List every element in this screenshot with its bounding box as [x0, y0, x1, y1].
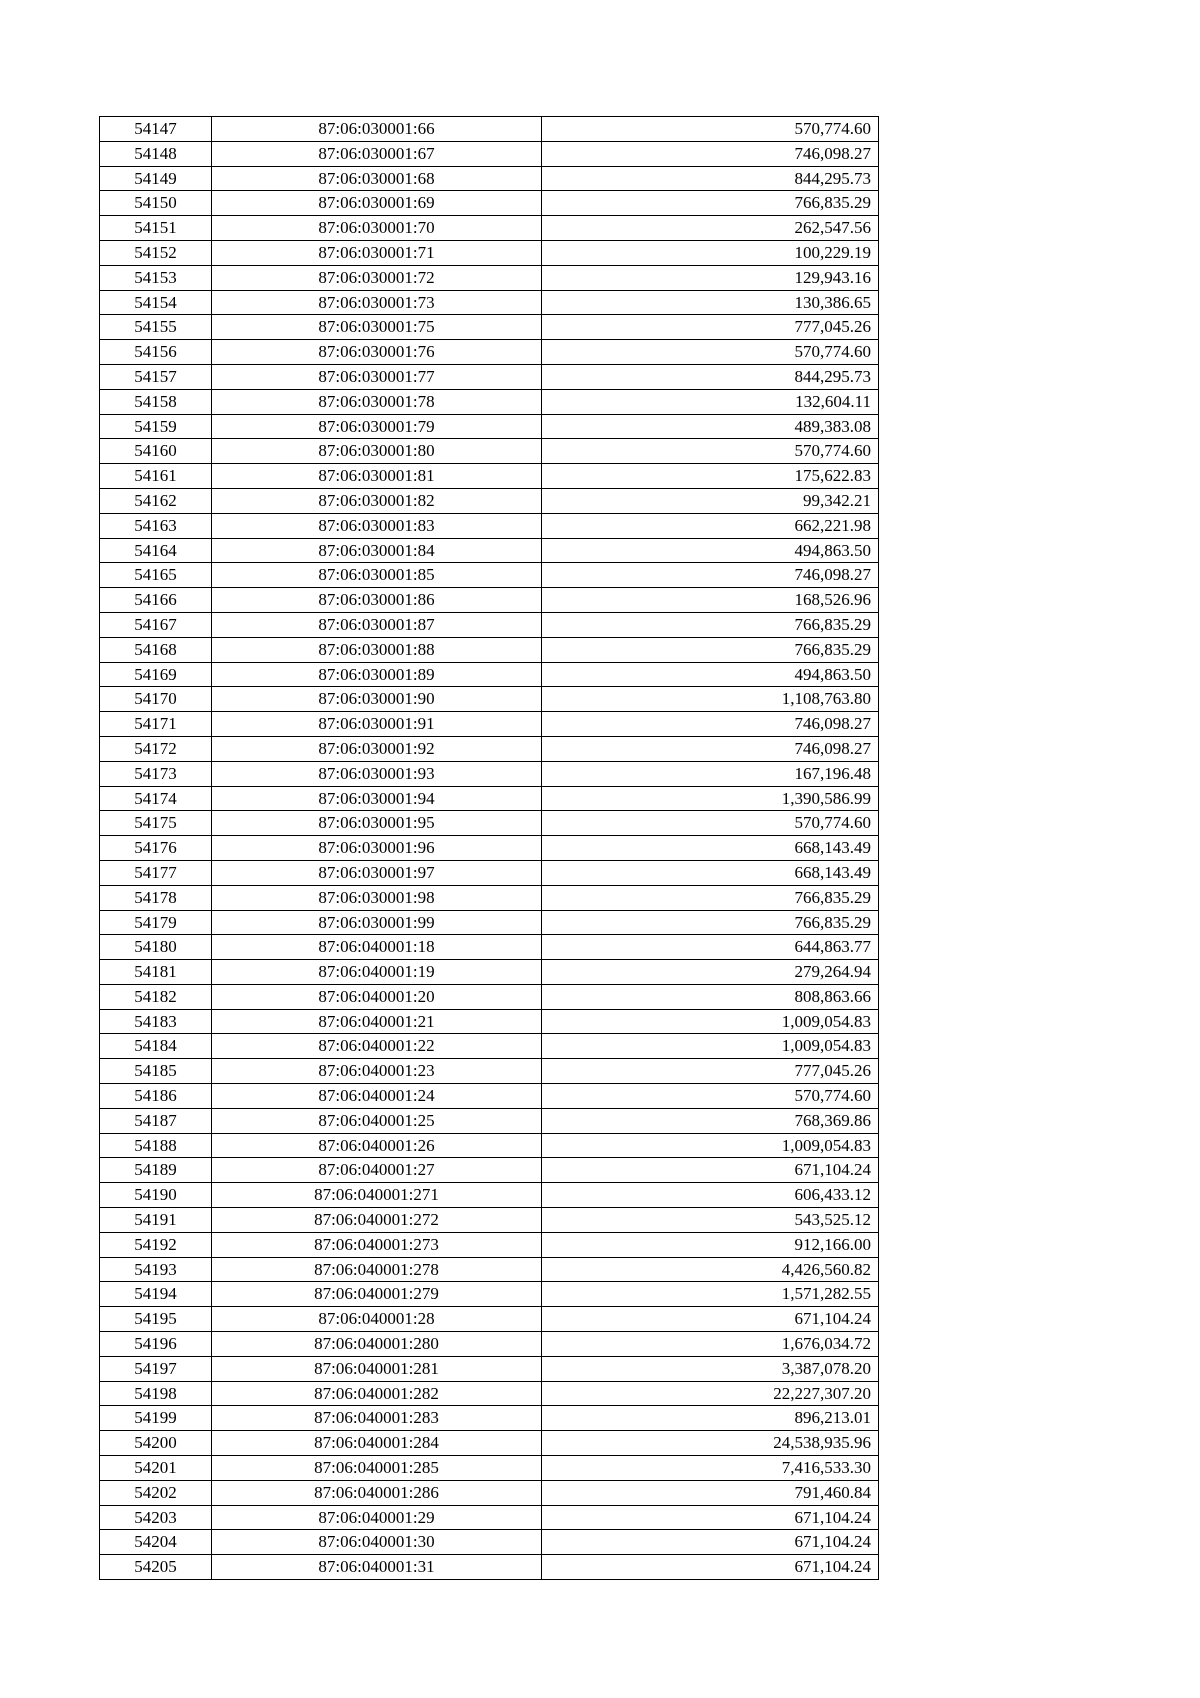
row-number-cell: 54192 [100, 1232, 212, 1257]
row-number-cell: 54170 [100, 687, 212, 712]
value-cell: 606,433.12 [542, 1183, 879, 1208]
row-number-cell: 54200 [100, 1431, 212, 1456]
value-cell: 4,426,560.82 [542, 1257, 879, 1282]
row-number-cell: 54199 [100, 1406, 212, 1431]
cadastral-number-cell: 87:06:030001:69 [212, 191, 542, 216]
cadastral-number-cell: 87:06:040001:272 [212, 1208, 542, 1233]
cadastral-number-cell: 87:06:040001:28 [212, 1307, 542, 1332]
value-cell: 746,098.27 [542, 736, 879, 761]
table-row [100, 389, 879, 414]
cadastral-number-cell: 87:06:040001:29 [212, 1505, 542, 1530]
row-number-cell: 54162 [100, 488, 212, 513]
table-row [100, 1084, 879, 1109]
value-cell: 99,342.21 [542, 488, 879, 513]
table-row [100, 117, 879, 142]
value-cell: 766,835.29 [542, 612, 879, 637]
value-cell: 570,774.60 [542, 811, 879, 836]
table-row [100, 1456, 879, 1481]
row-number-cell: 54167 [100, 612, 212, 637]
cadastral-number-cell: 87:06:040001:283 [212, 1406, 542, 1431]
cadastral-number-cell: 87:06:030001:75 [212, 315, 542, 340]
value-cell: 24,538,935.96 [542, 1431, 879, 1456]
value-cell: 132,604.11 [542, 389, 879, 414]
value-cell: 1,390,586.99 [542, 786, 879, 811]
row-number-cell: 54157 [100, 364, 212, 389]
row-number-cell: 54165 [100, 563, 212, 588]
row-number-cell: 54173 [100, 761, 212, 786]
cadastral-number-cell: 87:06:030001:73 [212, 290, 542, 315]
table-row [100, 811, 879, 836]
row-number-cell: 54159 [100, 414, 212, 439]
value-cell: 3,387,078.20 [542, 1356, 879, 1381]
row-number-cell: 54201 [100, 1456, 212, 1481]
value-cell: 671,104.24 [542, 1158, 879, 1183]
row-number-cell: 54153 [100, 265, 212, 290]
value-cell: 777,045.26 [542, 1059, 879, 1084]
table-row [100, 588, 879, 613]
value-cell: 777,045.26 [542, 315, 879, 340]
table-row [100, 141, 879, 166]
row-number-cell: 54147 [100, 117, 212, 142]
cadastral-number-cell: 87:06:040001:284 [212, 1431, 542, 1456]
row-number-cell: 54148 [100, 141, 212, 166]
cadastral-number-cell: 87:06:040001:26 [212, 1133, 542, 1158]
table-row [100, 364, 879, 389]
table-row [100, 513, 879, 538]
table-row [100, 984, 879, 1009]
table-row [100, 1158, 879, 1183]
cadastral-number-cell: 87:06:040001:280 [212, 1332, 542, 1357]
value-cell: 279,264.94 [542, 960, 879, 985]
value-cell: 130,386.65 [542, 290, 879, 315]
table-row [100, 860, 879, 885]
value-cell: 746,098.27 [542, 141, 879, 166]
value-cell: 746,098.27 [542, 712, 879, 737]
cadastral-number-cell: 87:06:030001:95 [212, 811, 542, 836]
row-number-cell: 54194 [100, 1282, 212, 1307]
table-row [100, 662, 879, 687]
cadastral-number-cell: 87:06:030001:99 [212, 910, 542, 935]
row-number-cell: 54171 [100, 712, 212, 737]
table-row [100, 1108, 879, 1133]
value-cell: 746,098.27 [542, 563, 879, 588]
row-number-cell: 54184 [100, 1034, 212, 1059]
cadastral-number-cell: 87:06:040001:282 [212, 1381, 542, 1406]
cadastral-number-cell: 87:06:040001:27 [212, 1158, 542, 1183]
row-number-cell: 54198 [100, 1381, 212, 1406]
row-number-cell: 54187 [100, 1108, 212, 1133]
cadastral-number-cell: 87:06:030001:70 [212, 216, 542, 241]
table-row [100, 1356, 879, 1381]
row-number-cell: 54205 [100, 1555, 212, 1580]
value-cell: 1,571,282.55 [542, 1282, 879, 1307]
cadastral-number-cell: 87:06:030001:88 [212, 637, 542, 662]
table-row [100, 910, 879, 935]
cadastral-number-cell: 87:06:030001:76 [212, 340, 542, 365]
cadastral-number-cell: 87:06:030001:92 [212, 736, 542, 761]
cadastral-number-cell: 87:06:040001:285 [212, 1456, 542, 1481]
table-row [100, 1009, 879, 1034]
row-number-cell: 54156 [100, 340, 212, 365]
cadastral-number-cell: 87:06:030001:98 [212, 885, 542, 910]
cadastral-number-cell: 87:06:030001:86 [212, 588, 542, 613]
table-row [100, 1406, 879, 1431]
table-row [100, 612, 879, 637]
cadastral-number-cell: 87:06:030001:68 [212, 166, 542, 191]
row-number-cell: 54177 [100, 860, 212, 885]
cadastral-number-cell: 87:06:030001:87 [212, 612, 542, 637]
table-row [100, 637, 879, 662]
cadastral-number-cell: 87:06:040001:20 [212, 984, 542, 1009]
cadastral-value-table [99, 116, 879, 1580]
value-cell: 1,676,034.72 [542, 1332, 879, 1357]
row-number-cell: 54180 [100, 935, 212, 960]
table-row [100, 1505, 879, 1530]
value-cell: 262,547.56 [542, 216, 879, 241]
cadastral-number-cell: 87:06:030001:89 [212, 662, 542, 687]
value-cell: 912,166.00 [542, 1232, 879, 1257]
table-row [100, 538, 879, 563]
table-row [100, 935, 879, 960]
row-number-cell: 54152 [100, 240, 212, 265]
row-number-cell: 54149 [100, 166, 212, 191]
cadastral-number-cell: 87:06:030001:71 [212, 240, 542, 265]
value-cell: 896,213.01 [542, 1406, 879, 1431]
row-number-cell: 54196 [100, 1332, 212, 1357]
table-row [100, 1133, 879, 1158]
row-number-cell: 54163 [100, 513, 212, 538]
value-cell: 671,104.24 [542, 1505, 879, 1530]
row-number-cell: 54174 [100, 786, 212, 811]
cadastral-number-cell: 87:06:040001:281 [212, 1356, 542, 1381]
table-row [100, 488, 879, 513]
cadastral-number-cell: 87:06:040001:19 [212, 960, 542, 985]
table-row [100, 1431, 879, 1456]
value-cell: 671,104.24 [542, 1555, 879, 1580]
row-number-cell: 54186 [100, 1084, 212, 1109]
value-cell: 22,227,307.20 [542, 1381, 879, 1406]
value-cell: 570,774.60 [542, 340, 879, 365]
row-number-cell: 54166 [100, 588, 212, 613]
table-row [100, 216, 879, 241]
cadastral-number-cell: 87:06:030001:93 [212, 761, 542, 786]
value-cell: 129,943.16 [542, 265, 879, 290]
cadastral-number-cell: 87:06:030001:79 [212, 414, 542, 439]
table-row [100, 315, 879, 340]
cadastral-number-cell: 87:06:030001:84 [212, 538, 542, 563]
value-cell: 844,295.73 [542, 166, 879, 191]
cadastral-number-cell: 87:06:030001:91 [212, 712, 542, 737]
table-row [100, 836, 879, 861]
row-number-cell: 54202 [100, 1480, 212, 1505]
row-number-cell: 54158 [100, 389, 212, 414]
value-cell: 570,774.60 [542, 1084, 879, 1109]
value-cell: 791,460.84 [542, 1480, 879, 1505]
table-row [100, 960, 879, 985]
cadastral-number-cell: 87:06:030001:94 [212, 786, 542, 811]
table-row [100, 1232, 879, 1257]
value-cell: 766,835.29 [542, 885, 879, 910]
cadastral-number-cell: 87:06:040001:31 [212, 1555, 542, 1580]
cadastral-number-cell: 87:06:030001:78 [212, 389, 542, 414]
cadastral-number-cell: 87:06:040001:21 [212, 1009, 542, 1034]
value-cell: 167,196.48 [542, 761, 879, 786]
row-number-cell: 54160 [100, 439, 212, 464]
value-cell: 766,835.29 [542, 191, 879, 216]
cadastral-number-cell: 87:06:040001:18 [212, 935, 542, 960]
value-cell: 100,229.19 [542, 240, 879, 265]
value-cell: 570,774.60 [542, 439, 879, 464]
cadastral-number-cell: 87:06:040001:279 [212, 1282, 542, 1307]
value-cell: 570,774.60 [542, 117, 879, 142]
cadastral-number-cell: 87:06:030001:85 [212, 563, 542, 588]
table-row [100, 1381, 879, 1406]
cadastral-number-cell: 87:06:040001:24 [212, 1084, 542, 1109]
value-cell: 1,009,054.83 [542, 1034, 879, 1059]
table-row [100, 1208, 879, 1233]
value-cell: 494,863.50 [542, 538, 879, 563]
value-cell: 543,525.12 [542, 1208, 879, 1233]
table-row [100, 885, 879, 910]
row-number-cell: 54191 [100, 1208, 212, 1233]
table-row [100, 1059, 879, 1084]
table-row [100, 290, 879, 315]
cadastral-number-cell: 87:06:030001:77 [212, 364, 542, 389]
row-number-cell: 54154 [100, 290, 212, 315]
cadastral-number-cell: 87:06:040001:271 [212, 1183, 542, 1208]
cadastral-number-cell: 87:06:030001:67 [212, 141, 542, 166]
table-row [100, 563, 879, 588]
value-cell: 668,143.49 [542, 836, 879, 861]
value-cell: 644,863.77 [542, 935, 879, 960]
row-number-cell: 54179 [100, 910, 212, 935]
row-number-cell: 54150 [100, 191, 212, 216]
cadastral-number-cell: 87:06:030001:96 [212, 836, 542, 861]
value-cell: 168,526.96 [542, 588, 879, 613]
cadastral-number-cell: 87:06:040001:278 [212, 1257, 542, 1282]
table-row [100, 439, 879, 464]
table-row [100, 1257, 879, 1282]
value-cell: 844,295.73 [542, 364, 879, 389]
row-number-cell: 54155 [100, 315, 212, 340]
value-cell: 494,863.50 [542, 662, 879, 687]
table-row [100, 166, 879, 191]
cadastral-number-cell: 87:06:030001:72 [212, 265, 542, 290]
value-cell: 175,622.83 [542, 464, 879, 489]
table-row [100, 1282, 879, 1307]
table-row [100, 712, 879, 737]
cadastral-number-cell: 87:06:040001:273 [212, 1232, 542, 1257]
cadastral-number-cell: 87:06:030001:82 [212, 488, 542, 513]
row-number-cell: 54189 [100, 1158, 212, 1183]
row-number-cell: 54183 [100, 1009, 212, 1034]
row-number-cell: 54204 [100, 1530, 212, 1555]
value-cell: 489,383.08 [542, 414, 879, 439]
table-row [100, 1183, 879, 1208]
table-row [100, 191, 879, 216]
row-number-cell: 54176 [100, 836, 212, 861]
row-number-cell: 54172 [100, 736, 212, 761]
cadastral-number-cell: 87:06:040001:22 [212, 1034, 542, 1059]
table-row [100, 786, 879, 811]
row-number-cell: 54164 [100, 538, 212, 563]
table-row [100, 1332, 879, 1357]
table-row [100, 240, 879, 265]
row-number-cell: 54193 [100, 1257, 212, 1282]
cadastral-number-cell: 87:06:030001:80 [212, 439, 542, 464]
value-cell: 1,009,054.83 [542, 1009, 879, 1034]
row-number-cell: 54181 [100, 960, 212, 985]
table-row [100, 1307, 879, 1332]
table-row [100, 464, 879, 489]
table-row [100, 1530, 879, 1555]
cadastral-number-cell: 87:06:040001:25 [212, 1108, 542, 1133]
row-number-cell: 54185 [100, 1059, 212, 1084]
row-number-cell: 54151 [100, 216, 212, 241]
row-number-cell: 54161 [100, 464, 212, 489]
value-cell: 662,221.98 [542, 513, 879, 538]
row-number-cell: 54169 [100, 662, 212, 687]
value-cell: 1,009,054.83 [542, 1133, 879, 1158]
row-number-cell: 54203 [100, 1505, 212, 1530]
table-row [100, 1034, 879, 1059]
table-row [100, 736, 879, 761]
cadastral-number-cell: 87:06:040001:23 [212, 1059, 542, 1084]
table-row [100, 414, 879, 439]
cadastral-number-cell: 87:06:040001:286 [212, 1480, 542, 1505]
value-cell: 766,835.29 [542, 637, 879, 662]
value-cell: 768,369.86 [542, 1108, 879, 1133]
value-cell: 7,416,533.30 [542, 1456, 879, 1481]
table-body [100, 117, 879, 1580]
value-cell: 766,835.29 [542, 910, 879, 935]
value-cell: 671,104.24 [542, 1530, 879, 1555]
row-number-cell: 54182 [100, 984, 212, 1009]
table-row [100, 687, 879, 712]
row-number-cell: 54168 [100, 637, 212, 662]
value-cell: 668,143.49 [542, 860, 879, 885]
value-cell: 671,104.24 [542, 1307, 879, 1332]
cadastral-number-cell: 87:06:030001:81 [212, 464, 542, 489]
table-row [100, 761, 879, 786]
cadastral-number-cell: 87:06:030001:97 [212, 860, 542, 885]
table-row [100, 1555, 879, 1580]
cadastral-number-cell: 87:06:030001:90 [212, 687, 542, 712]
table-row [100, 1480, 879, 1505]
row-number-cell: 54190 [100, 1183, 212, 1208]
row-number-cell: 54175 [100, 811, 212, 836]
row-number-cell: 54188 [100, 1133, 212, 1158]
row-number-cell: 54178 [100, 885, 212, 910]
value-cell: 808,863.66 [542, 984, 879, 1009]
row-number-cell: 54197 [100, 1356, 212, 1381]
row-number-cell: 54195 [100, 1307, 212, 1332]
cadastral-number-cell: 87:06:040001:30 [212, 1530, 542, 1555]
table-row [100, 340, 879, 365]
cadastral-number-cell: 87:06:030001:66 [212, 117, 542, 142]
value-cell: 1,108,763.80 [542, 687, 879, 712]
cadastral-number-cell: 87:06:030001:83 [212, 513, 542, 538]
table-row [100, 265, 879, 290]
